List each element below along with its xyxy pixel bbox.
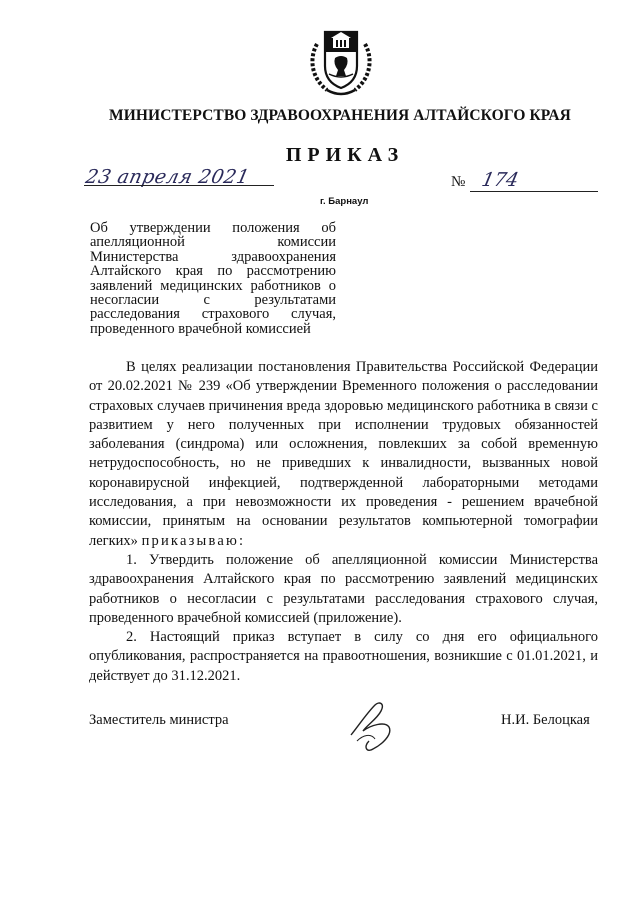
order-body — [89, 358, 598, 686]
signatory-role: Заместитель министра — [89, 712, 229, 728]
number-underline — [470, 191, 598, 192]
order-subject: Об утверждении положения об апелляционной комиссии Министерства здравоохранения Алтайского края по рассмотрению заявлений медицинских работников о несогласии с результатами расследования страхового случая, проведенного врачебной комиссией — [90, 220, 336, 337]
order-item-1: 1. Утвердить положение об апелляционной комиссии Министерства здравоохранения Алтайского края по рассмотрению заявлений медицинских работников о несогласии с результатами расследования страхового случая, проведенного врачебной комиссией (приложение). — [89, 551, 598, 626]
preamble-text: В целях реализации постановления Правительства Российской Федерации от 20.02.2021 № 239 «Об утверждении Временного положения о расследовании страховых случаев причинения вреда здоровью медицинского работника в связи с развитием у него полученных при исполнении трудовых обязанностей заболевания (синдрома) или осложнения, повлекших за собой временную нетрудоспособность, но не приведших к инвалидности, вызванных новой коронавирусной инфекцией, подтвержденной лабораторными методами исследования, а при невозможности их проведения - решением врачебной комиссии, принятым на основании результатов компьютерной томографии легких» — [89, 359, 598, 549]
coat-of-arms-icon — [303, 24, 379, 100]
date-underline — [84, 185, 274, 186]
number-label: № — [451, 174, 466, 190]
handwritten-date: 23 апреля 2021 — [83, 166, 252, 188]
preamble-paragraph — [89, 358, 598, 551]
order-item-2: 2. Настоящий приказ вступает в силу со дня его официального опубликования, распространяется на правоотношения, возникшие с 01.01.2021, и действует до 31.12.2021. — [89, 629, 598, 684]
ministry-name: МИНИСТЕРСТВО ЗДРАВООХРАНЕНИЯ АЛТАЙСКОГО КРАЯ — [109, 107, 571, 124]
city-label: г. Барнаул — [320, 196, 369, 207]
document-type-title: ПРИКАЗ — [285, 144, 405, 166]
signature-icon — [345, 695, 401, 757]
handwritten-order-number: 174 — [479, 169, 521, 191]
order-word: приказываю: — [141, 532, 246, 549]
signatory-name: Н.И. Белоцкая — [501, 712, 590, 728]
